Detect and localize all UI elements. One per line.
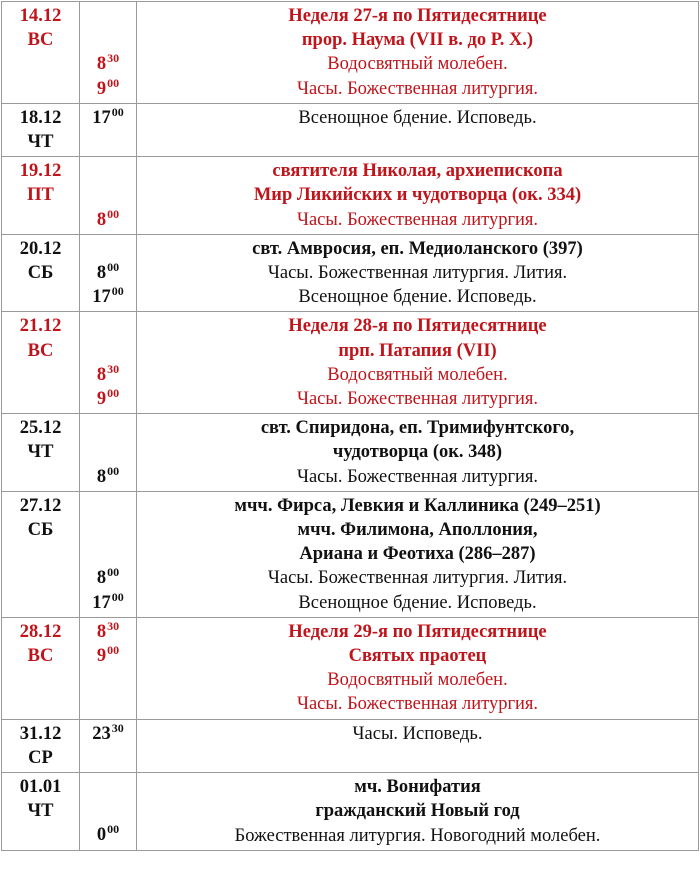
service-time <box>80 285 136 309</box>
service-hour: 9 <box>96 78 107 99</box>
date: 01.01 <box>19 777 62 798</box>
service-time <box>80 591 136 615</box>
date-cell <box>2 719 80 772</box>
service-hour: 8 <box>96 364 107 385</box>
service-description: Часы. Божественная литургия. <box>296 466 539 487</box>
service-description: Часы. Божественная литургия. <box>296 389 539 410</box>
content-cell <box>137 773 699 851</box>
schedule-row <box>2 773 699 851</box>
feast-title: мчч. Фирса, Левкия и Каллиника (249–251) <box>234 495 601 516</box>
service-description: Часы. Божественная литургия. <box>296 694 539 715</box>
date-cell <box>2 617 80 719</box>
schedule-row <box>2 2 699 104</box>
time-cell <box>80 312 137 414</box>
time-cell <box>80 157 137 235</box>
date-cell <box>2 491 80 617</box>
date-cell <box>2 2 80 104</box>
service-minutes: 30 <box>107 618 120 633</box>
service-time <box>80 261 136 285</box>
schedule-row <box>2 157 699 235</box>
date: 28.12 <box>19 621 62 642</box>
date: 31.12 <box>19 723 62 744</box>
service-time <box>80 363 136 387</box>
weekday: СБ <box>27 263 54 284</box>
service-time <box>80 823 136 847</box>
service-minutes: 00 <box>107 565 120 580</box>
weekday: ЧТ <box>27 801 54 822</box>
service-minutes: 00 <box>111 284 124 299</box>
time-cell <box>80 234 137 312</box>
content-cell <box>137 2 699 104</box>
content-cell <box>137 234 699 312</box>
service-hour: 9 <box>96 646 107 667</box>
time-cell <box>80 773 137 851</box>
service-minutes: 00 <box>107 260 120 275</box>
service-time <box>80 566 136 590</box>
weekday: ВС <box>27 646 54 667</box>
service-minutes: 00 <box>107 386 120 400</box>
time-cell <box>80 414 137 492</box>
schedule-body <box>2 2 699 851</box>
feast-title: мчч. Филимона, Аполлония, <box>297 520 538 541</box>
date: 20.12 <box>19 238 62 259</box>
service-description: Водосвятный молебен. <box>327 670 508 691</box>
schedule-row <box>2 103 699 156</box>
service-hour: 8 <box>96 209 107 230</box>
service-hour: 23 <box>92 723 111 744</box>
date: 27.12 <box>19 495 62 516</box>
feast-title: прор. Наума (VII в. до Р. Х.) <box>301 30 534 51</box>
feast-title: святителя Николая, архиепископа <box>272 161 563 182</box>
date-cell <box>2 157 80 235</box>
feast-title: Мир Ликийских и чудотворца (ок. 334) <box>253 185 582 206</box>
service-minutes: 30 <box>107 51 120 66</box>
service-minutes: 00 <box>107 643 120 658</box>
weekday: ПТ <box>27 185 54 206</box>
service-description: Часы. Божественная литургия. Лития. <box>267 568 568 589</box>
service-hour: 8 <box>96 621 107 642</box>
date-cell <box>2 312 80 414</box>
weekday: ВС <box>27 340 54 361</box>
time-cell <box>80 491 137 617</box>
service-time <box>80 52 136 76</box>
feast-title: свт. Амвросия, еп. Медиоланского (397) <box>252 238 583 259</box>
weekday: ВС <box>27 30 54 51</box>
time-cell <box>80 103 137 156</box>
service-description: Часы. Исповедь. <box>352 723 483 744</box>
service-hour: 9 <box>96 389 107 409</box>
service-description: Божественная литургия. Новогодний молебен. <box>234 825 601 846</box>
service-hour: 8 <box>96 263 107 284</box>
service-minutes: 00 <box>107 206 120 221</box>
service-time <box>80 208 136 232</box>
service-hour: 17 <box>92 592 111 613</box>
service-hour: 17 <box>92 107 111 128</box>
service-description: Всенощное бдение. Исповедь. <box>298 592 537 613</box>
feast-title: Неделя 29-я по Пятидесятнице <box>288 621 547 642</box>
service-minutes: 00 <box>107 75 120 90</box>
content-cell <box>137 414 699 492</box>
service-time <box>80 620 136 644</box>
date: 18.12 <box>19 107 62 128</box>
time-cell <box>80 617 137 719</box>
service-time <box>80 722 136 746</box>
date-cell <box>2 234 80 312</box>
date: 14.12 <box>19 6 62 26</box>
service-minutes: 00 <box>111 104 124 119</box>
service-hour: 8 <box>96 466 107 487</box>
feast-title: прп. Патапия (VII) <box>338 340 497 361</box>
weekday: СР <box>28 747 53 768</box>
date: 25.12 <box>19 418 62 439</box>
time-cell <box>80 719 137 772</box>
schedule-row <box>2 312 699 414</box>
date: 21.12 <box>19 316 62 337</box>
content-cell <box>137 617 699 719</box>
content-cell <box>137 719 699 772</box>
service-hour: 8 <box>96 568 107 589</box>
service-description: Часы. Божественная литургия. <box>296 209 539 230</box>
schedule-row <box>2 617 699 719</box>
service-hour: 8 <box>96 54 107 75</box>
date-cell <box>2 103 80 156</box>
feast-title: Неделя 28-я по Пятидесятнице <box>288 316 547 337</box>
schedule-row <box>2 234 699 312</box>
schedule-table <box>1 1 699 851</box>
service-time <box>80 106 136 130</box>
date: 19.12 <box>19 161 62 182</box>
service-time <box>80 387 136 411</box>
content-cell <box>137 103 699 156</box>
service-description: Всенощное бдение. Исповедь. <box>298 107 537 128</box>
schedule-row <box>2 491 699 617</box>
feast-title: Ариана и Феотиха (286–287) <box>299 544 536 565</box>
feast-title: мч. Вонифатия <box>354 777 481 798</box>
service-minutes: 00 <box>107 463 120 478</box>
content-cell <box>137 312 699 414</box>
schedule-row <box>2 719 699 772</box>
service-minutes: 00 <box>107 822 120 837</box>
weekday: ЧТ <box>27 132 54 153</box>
feast-title: гражданский Новый год <box>315 801 520 822</box>
service-time <box>80 644 136 668</box>
service-description: Водосвятный молебен. <box>327 54 508 75</box>
service-time <box>80 77 136 101</box>
content-cell <box>137 491 699 617</box>
service-time <box>80 465 136 489</box>
feast-title: Неделя 27-я по Пятидесятнице <box>288 6 547 26</box>
service-hour: 17 <box>92 287 111 308</box>
content-cell <box>137 157 699 235</box>
schedule-row <box>2 414 699 492</box>
weekday: СБ <box>27 520 54 541</box>
service-minutes: 30 <box>111 720 124 735</box>
service-hour: 0 <box>96 825 107 846</box>
weekday: ЧТ <box>27 442 54 463</box>
service-description: Водосвятный молебен. <box>327 364 508 385</box>
date-cell <box>2 414 80 492</box>
date-cell <box>2 773 80 851</box>
service-minutes: 00 <box>111 589 124 604</box>
time-cell <box>80 2 137 104</box>
service-description: Часы. Божественная литургия. <box>296 78 539 99</box>
service-minutes: 30 <box>107 361 120 376</box>
service-description: Всенощное бдение. Исповедь. <box>298 287 537 308</box>
feast-title: свт. Спиридона, еп. Тримифунтского, <box>260 418 575 439</box>
feast-title: чудотворца (ок. 348) <box>332 442 503 463</box>
feast-title: Святых праотец <box>348 646 487 667</box>
service-description: Часы. Божественная литургия. Лития. <box>267 263 568 284</box>
